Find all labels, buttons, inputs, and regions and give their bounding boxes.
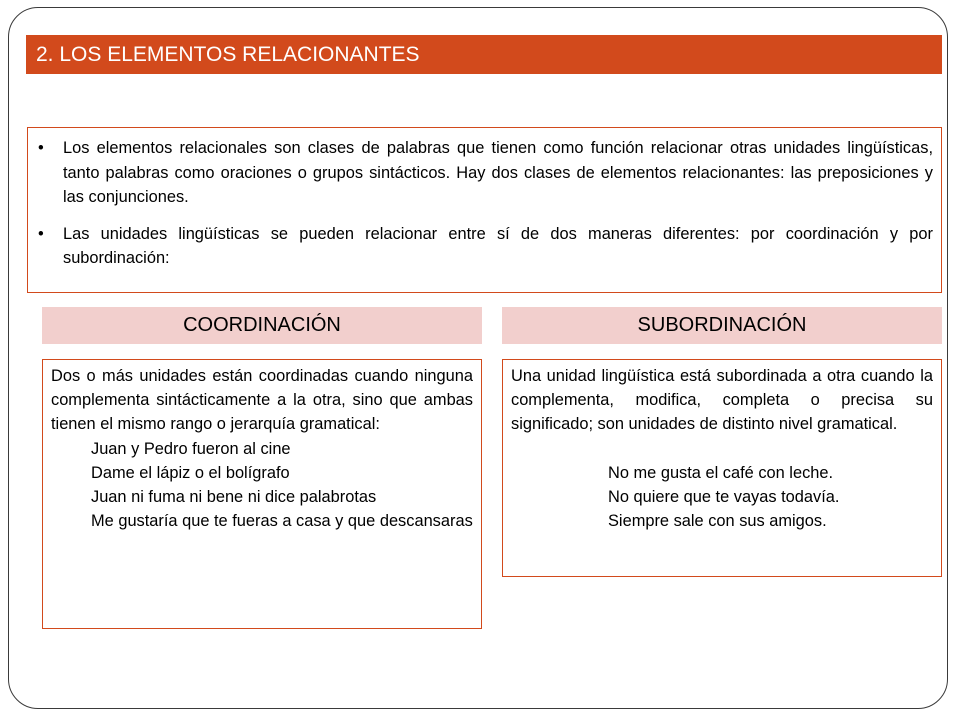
subordinacion-heading: SUBORDINACIÓN bbox=[502, 307, 942, 344]
subordinacion-example: No me gusta el café con leche. bbox=[608, 463, 834, 482]
subordinacion-example: Siempre sale con sus amigos. bbox=[608, 512, 827, 531]
bullet-dot-icon: • bbox=[38, 139, 44, 157]
coordinacion-definition: Dos o más unidades están coordinadas cuando ninguna complementa sintácticamente a la otra, sino que ambas tienen el mismo rango o jerarquía gramatical: bbox=[51, 367, 473, 434]
subordinacion-example: No quiere que te vayas todavía. bbox=[608, 487, 840, 506]
slide-title: 2. LOS ELEMENTOS RELACIONANTES bbox=[26, 35, 942, 74]
coordinacion-example: Juan ni fuma ni bene ni dice palabrotas bbox=[91, 488, 377, 507]
coordinacion-example: Juan y Pedro fueron al cine bbox=[91, 439, 291, 458]
coordinacion-heading: COORDINACIÓN bbox=[42, 307, 482, 344]
coordinacion-box bbox=[42, 359, 482, 629]
subordinacion-definition: Una unidad lingüística está subordinada a otra cuando la complementa, modifica, completa o precisa su significado; son unidades de distinto nivel gramatical. bbox=[511, 367, 933, 434]
intro-bullet-text: Los elementos relacionales son clases de palabras que tienen como función relacionar otras unidades lingüísticas, tanto palabras como oraciones o grupos sintácticos. Hay dos clases de elementos relacionantes: las preposiciones y las conjunciones. bbox=[63, 139, 933, 206]
intro-bullet bbox=[36, 222, 933, 271]
intro-bullet bbox=[36, 136, 933, 210]
subordinacion-examples bbox=[511, 461, 933, 534]
coordinacion-example: Me gustaría que te fueras a casa y que descansaras bbox=[91, 512, 473, 531]
coordinacion-example: Dame el lápiz o el bolígrafo bbox=[91, 463, 290, 482]
bullet-dot-icon: • bbox=[38, 224, 44, 243]
intro-box bbox=[27, 127, 942, 293]
intro-bullet-text: Las unidades lingüísticas se pueden relacionar entre sí de dos maneras diferentes: por coordinación y por subordinación: bbox=[63, 224, 933, 267]
subordinacion-box bbox=[502, 359, 942, 577]
